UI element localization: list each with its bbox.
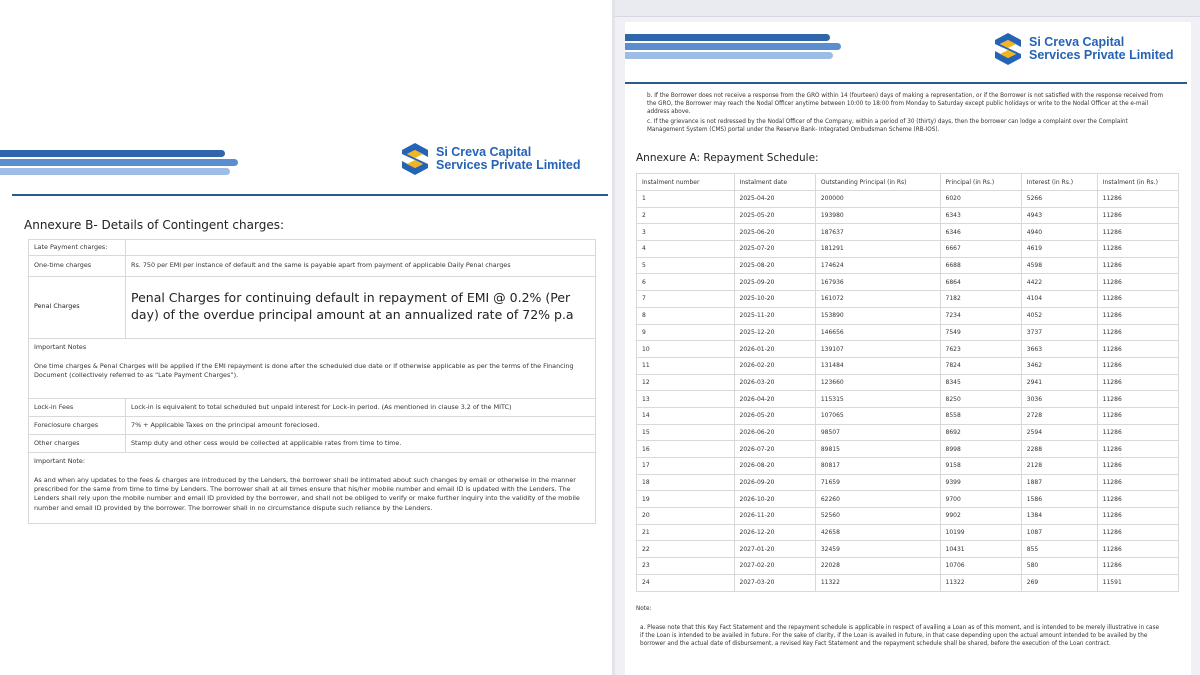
table-cell: 5: [637, 257, 735, 274]
table-cell: 8250: [940, 391, 1021, 408]
table-cell: 11286: [1097, 274, 1178, 291]
table-cell: 200000: [815, 191, 940, 208]
table-cell: 11322: [815, 574, 940, 591]
table-cell: 3462: [1021, 357, 1097, 374]
table-cell: 11286: [1097, 407, 1178, 424]
table-cell: 2025-06-20: [734, 224, 815, 241]
table-cell: 11286: [1097, 508, 1178, 525]
table-cell: 187637: [815, 224, 940, 241]
table-cell: 11286: [1097, 391, 1178, 408]
table-cell: 11286: [1097, 257, 1178, 274]
grievance-c-text: c. If the grievance is not redressed by the Nodal Officer of the Company, within a period of 30 (thirty) days, then the borrower can lodge a complaint over the Complaint Management System (CMS) portal under the Reserve Bank- Integrated Ombudsman Scheme (RB-IOS).: [647, 119, 1128, 134]
table-cell: 7623: [940, 341, 1021, 358]
header-rule: [12, 194, 608, 196]
table-cell: 11286: [1097, 224, 1178, 241]
table-cell: 22028: [815, 558, 940, 575]
table-cell: 20: [637, 508, 735, 525]
table-cell: 1087: [1021, 524, 1097, 541]
table-cell: 2026-06-20: [734, 424, 815, 441]
lockin-label: Lock-in Fees: [29, 398, 126, 416]
table-cell: 4104: [1021, 291, 1097, 308]
table-row: [637, 574, 1179, 591]
table-row: [637, 241, 1179, 258]
table-cell: 131484: [815, 357, 940, 374]
table-cell: 11286: [1097, 558, 1178, 575]
table-cell: 11322: [940, 574, 1021, 591]
annexure-b-page: [0, 142, 612, 544]
table-cell: 2026-05-20: [734, 407, 815, 424]
annexure-a-page: [625, 22, 1191, 675]
column-header: Outstanding Principal (in Rs): [815, 174, 940, 191]
table-row: [637, 207, 1179, 224]
table-cell: 193980: [815, 207, 940, 224]
header-swoosh-mid: [0, 159, 238, 166]
table-row: [637, 191, 1179, 208]
table-row: [29, 240, 596, 256]
table-cell: 11286: [1097, 491, 1178, 508]
table-cell: 2025-08-20: [734, 257, 815, 274]
repayment-schedule-table: [636, 173, 1179, 592]
table-cell: 71659: [815, 474, 940, 491]
table-cell: 1384: [1021, 508, 1097, 525]
logo-mark-icon: [400, 142, 430, 176]
column-header: Instalment date: [734, 174, 815, 191]
table-cell: 9: [637, 324, 735, 341]
table-cell: 6: [637, 274, 735, 291]
table-cell: 11286: [1097, 424, 1178, 441]
table-row: [637, 341, 1179, 358]
penal-charges-label: Penal Charges: [29, 276, 126, 338]
late-payment-value: [126, 240, 596, 256]
logo-line-2: Services Private Limited: [1029, 48, 1174, 62]
table-row: [29, 453, 596, 523]
table-cell: 181291: [815, 241, 940, 258]
important-note-label: Important Note:: [34, 457, 85, 466]
late-payment-label: Late Payment charges:: [29, 240, 126, 256]
one-time-value: Rs. 750 per EMI per instance of default and the same is payable apart from payment of applicable Daily Penal charges: [126, 256, 596, 276]
table-row: [637, 257, 1179, 274]
table-cell: 8998: [940, 441, 1021, 458]
column-header: Instalment number: [637, 174, 735, 191]
table-row: [637, 524, 1179, 541]
table-cell: 269: [1021, 574, 1097, 591]
table-row: [637, 307, 1179, 324]
table-cell: 1887: [1021, 474, 1097, 491]
repayment-rows: [637, 191, 1179, 592]
table-cell: 153890: [815, 307, 940, 324]
note-label: Note:: [636, 606, 652, 612]
annexure-b-title: Annexure B- Details of Contingent charges:: [24, 218, 285, 232]
table-cell: 139107: [815, 341, 940, 358]
column-header: Interest (in Rs.): [1021, 174, 1097, 191]
table-cell: 2026-08-20: [734, 458, 815, 475]
table-row: [29, 338, 596, 398]
table-row: [637, 407, 1179, 424]
table-row: [637, 491, 1179, 508]
table-cell: 3036: [1021, 391, 1097, 408]
table-cell: 2025-05-20: [734, 207, 815, 224]
important-notes-label: Important Notes: [34, 342, 87, 351]
table-cell: 15: [637, 424, 735, 441]
foreclosure-value: 7% + Applicable Taxes on the principal amount foreclosed.: [126, 416, 596, 434]
table-cell: 7: [637, 291, 735, 308]
table-cell: 11286: [1097, 307, 1178, 324]
important-notes-text: One time charges & Penal Charges will be applied if the EMI repayment is done after the scheduled due date or if otherwise applicable as per the terms of the Financing Document (collectively referred to as “Late Payment Charges”).: [34, 361, 574, 380]
table-cell: 42658: [815, 524, 940, 541]
table-cell: 7549: [940, 324, 1021, 341]
table-cell: 1: [637, 191, 735, 208]
table-cell: 2025-07-20: [734, 241, 815, 258]
table-cell: 11: [637, 357, 735, 374]
table-cell: 6688: [940, 257, 1021, 274]
important-notes-cell: [29, 338, 596, 398]
table-cell: 5266: [1021, 191, 1097, 208]
table-cell: 12: [637, 374, 735, 391]
table-cell: 146656: [815, 324, 940, 341]
header-swoosh-light: [625, 52, 833, 59]
table-row: [637, 274, 1179, 291]
table-cell: 10199: [940, 524, 1021, 541]
table-cell: 2025-12-20: [734, 324, 815, 341]
table-cell: 4943: [1021, 207, 1097, 224]
header-rule: [625, 82, 1187, 84]
table-cell: 14: [637, 407, 735, 424]
right-top-strip: [614, 0, 1200, 17]
table-cell: 9158: [940, 458, 1021, 475]
table-cell: 6864: [940, 274, 1021, 291]
table-cell: 6667: [940, 241, 1021, 258]
table-cell: 11286: [1097, 458, 1178, 475]
column-header: Instalment (in Rs.): [1097, 174, 1178, 191]
table-cell: 2288: [1021, 441, 1097, 458]
grievance-b-text: b. If the Borrower does not receive a response from the GRO within 14 (fourteen) days of making a representation, or if the Borrower is not satisfied with the response received from the GRO, the Borrower may reach the Nodal Officer anytime between 10:00 to 18:00 from Monday to Saturday except public holidays or write to the Nodal Officer at the e-mail address above.: [647, 93, 1164, 116]
table-cell: 1586: [1021, 491, 1097, 508]
table-cell: 2026-11-20: [734, 508, 815, 525]
table-cell: 161072: [815, 291, 940, 308]
table-cell: 123660: [815, 374, 940, 391]
company-logo: [993, 32, 1174, 66]
table-cell: 9399: [940, 474, 1021, 491]
table-cell: 18: [637, 474, 735, 491]
table-cell: 3: [637, 224, 735, 241]
header-swoosh-dark: [0, 150, 225, 157]
table-row: [637, 558, 1179, 575]
table-cell: 855: [1021, 541, 1097, 558]
table-cell: 2728: [1021, 407, 1097, 424]
table-cell: 11286: [1097, 357, 1178, 374]
table-cell: 8692: [940, 424, 1021, 441]
table-cell: 4422: [1021, 274, 1097, 291]
table-cell: 2026-01-20: [734, 341, 815, 358]
one-time-label: One-time charges: [29, 256, 126, 276]
table-cell: 2027-01-20: [734, 541, 815, 558]
table-cell: 2026-12-20: [734, 524, 815, 541]
table-cell: 98507: [815, 424, 940, 441]
table-row: [637, 391, 1179, 408]
table-cell: 107065: [815, 407, 940, 424]
table-cell: 11286: [1097, 207, 1178, 224]
table-row: [637, 324, 1179, 341]
header-swoosh-light: [0, 168, 230, 175]
table-cell: 8: [637, 307, 735, 324]
table-cell: 8558: [940, 407, 1021, 424]
table-cell: 2025-11-20: [734, 307, 815, 324]
logo-line-1: Si Creva Capital: [1029, 34, 1125, 49]
table-cell: 16: [637, 441, 735, 458]
table-cell: 4619: [1021, 241, 1097, 258]
table-cell: 11286: [1097, 341, 1178, 358]
page-divider: [612, 0, 615, 675]
logo-line-1: Si Creva Capital: [436, 144, 532, 159]
table-cell: 4940: [1021, 224, 1097, 241]
table-cell: 2025-04-20: [734, 191, 815, 208]
table-row: [637, 424, 1179, 441]
table-cell: 52560: [815, 508, 940, 525]
logo-mark-icon: [993, 32, 1023, 66]
table-cell: 2027-03-20: [734, 574, 815, 591]
table-cell: 4052: [1021, 307, 1097, 324]
table-cell: 2026-02-20: [734, 357, 815, 374]
other-charges-label: Other charges: [29, 435, 126, 453]
table-cell: 9700: [940, 491, 1021, 508]
table-cell: 4598: [1021, 257, 1097, 274]
table-cell: 3737: [1021, 324, 1097, 341]
table-cell: 2026-03-20: [734, 374, 815, 391]
table-cell: 167936: [815, 274, 940, 291]
table-cell: 2026-10-20: [734, 491, 815, 508]
table-row: [637, 374, 1179, 391]
table-row: [637, 291, 1179, 308]
table-header-row: [637, 174, 1179, 191]
company-logo: [400, 142, 581, 176]
table-cell: 2: [637, 207, 735, 224]
table-row: [29, 398, 596, 416]
table-row: [637, 458, 1179, 475]
table-row: [637, 357, 1179, 374]
table-cell: 22: [637, 541, 735, 558]
table-cell: 17: [637, 458, 735, 475]
table-row: [637, 441, 1179, 458]
table-cell: 13: [637, 391, 735, 408]
header-swoosh-dark: [625, 34, 830, 41]
table-cell: 7824: [940, 357, 1021, 374]
important-note-text: As and when any updates to the fees & charges are introduced by the Lenders, the borrower shall be intimated about such changes by email or otherwise in the manner prescribed for the same from time to time by Lenders. The borrower shall at all times ensure that his/her mobile number and email ID is updated with the Lenders. The Lenders shall rely upon the mobile number and email ID provided by the borrower, and shall not be obliged to verify or make further inquiry into the validity of the mobile number and email ID provided by the borrower. The borrower shall in no circumstance dispute such reliance by the Lenders.: [34, 475, 580, 512]
table-row: [637, 224, 1179, 241]
foreclosure-label: Foreclosure charges: [29, 416, 126, 434]
column-header: Principal (in Rs.): [940, 174, 1021, 191]
table-row: [637, 541, 1179, 558]
note-a-text: a. Please note that this Key Fact Statement and the repayment schedule is applicable in respect of availing a Loan as of this moment, and is intended to be merely illustrative in case if the Loan is intended to be availed in future. For the sake of clarity, if the Loan is availed in future, in that case depending upon the actual amount intended to be availed by the borrower and the actual date of disbursement, a revised Key Fact Statement and the repayment schedule shall be shared, before the execution of the Loan contract.: [640, 625, 1159, 648]
table-cell: 115315: [815, 391, 940, 408]
table-cell: 21: [637, 524, 735, 541]
table-cell: 3663: [1021, 341, 1097, 358]
table-cell: 2026-09-20: [734, 474, 815, 491]
table-cell: 2128: [1021, 458, 1097, 475]
logo-line-2: Services Private Limited: [436, 158, 581, 172]
table-cell: 6343: [940, 207, 1021, 224]
table-cell: 10431: [940, 541, 1021, 558]
contingent-charges-table: [28, 239, 596, 524]
table-cell: 80817: [815, 458, 940, 475]
other-charges-value: Stamp duty and other cess would be collected at applicable rates from time to time.: [126, 435, 596, 453]
table-row: [29, 435, 596, 453]
table-row: [637, 474, 1179, 491]
table-cell: 89815: [815, 441, 940, 458]
table-cell: 10: [637, 341, 735, 358]
header-swoosh-mid: [625, 43, 841, 50]
table-cell: 11286: [1097, 191, 1178, 208]
table-row: [637, 508, 1179, 525]
table-row: [29, 256, 596, 276]
table-cell: 11286: [1097, 441, 1178, 458]
table-cell: 4: [637, 241, 735, 258]
penal-charges-value: Penal Charges for continuing default in repayment of EMI @ 0.2% (Per day) of the overdue principal amount at an annualized rate of 72% p.a: [126, 276, 596, 338]
table-cell: 11286: [1097, 374, 1178, 391]
table-cell: 11286: [1097, 291, 1178, 308]
table-cell: 2026-07-20: [734, 441, 815, 458]
annexure-a-title: Annexure A: Repayment Schedule:: [636, 152, 819, 164]
table-cell: 23: [637, 558, 735, 575]
table-cell: 24: [637, 574, 735, 591]
table-cell: 11286: [1097, 324, 1178, 341]
table-row: [29, 416, 596, 434]
table-cell: 8345: [940, 374, 1021, 391]
lockin-value: Lock-in is equivalent to total scheduled but unpaid interest for Lock-in period. (As mentioned in clause 3.2 of the MITC): [126, 398, 596, 416]
table-cell: 11591: [1097, 574, 1178, 591]
important-note-cell: [29, 453, 596, 523]
table-cell: 2026-04-20: [734, 391, 815, 408]
table-cell: 6020: [940, 191, 1021, 208]
table-cell: 2025-10-20: [734, 291, 815, 308]
table-cell: 9902: [940, 508, 1021, 525]
table-row: [29, 276, 596, 338]
table-cell: 174624: [815, 257, 940, 274]
table-cell: 19: [637, 491, 735, 508]
table-cell: 10706: [940, 558, 1021, 575]
table-cell: 2594: [1021, 424, 1097, 441]
table-cell: 6346: [940, 224, 1021, 241]
table-cell: 11286: [1097, 241, 1178, 258]
table-cell: 11286: [1097, 524, 1178, 541]
table-cell: 2027-02-20: [734, 558, 815, 575]
table-cell: 32459: [815, 541, 940, 558]
table-cell: 11286: [1097, 541, 1178, 558]
table-cell: 11286: [1097, 474, 1178, 491]
table-cell: 580: [1021, 558, 1097, 575]
table-cell: 7234: [940, 307, 1021, 324]
table-cell: 2941: [1021, 374, 1097, 391]
table-cell: 62260: [815, 491, 940, 508]
table-cell: 7182: [940, 291, 1021, 308]
table-cell: 2025-09-20: [734, 274, 815, 291]
